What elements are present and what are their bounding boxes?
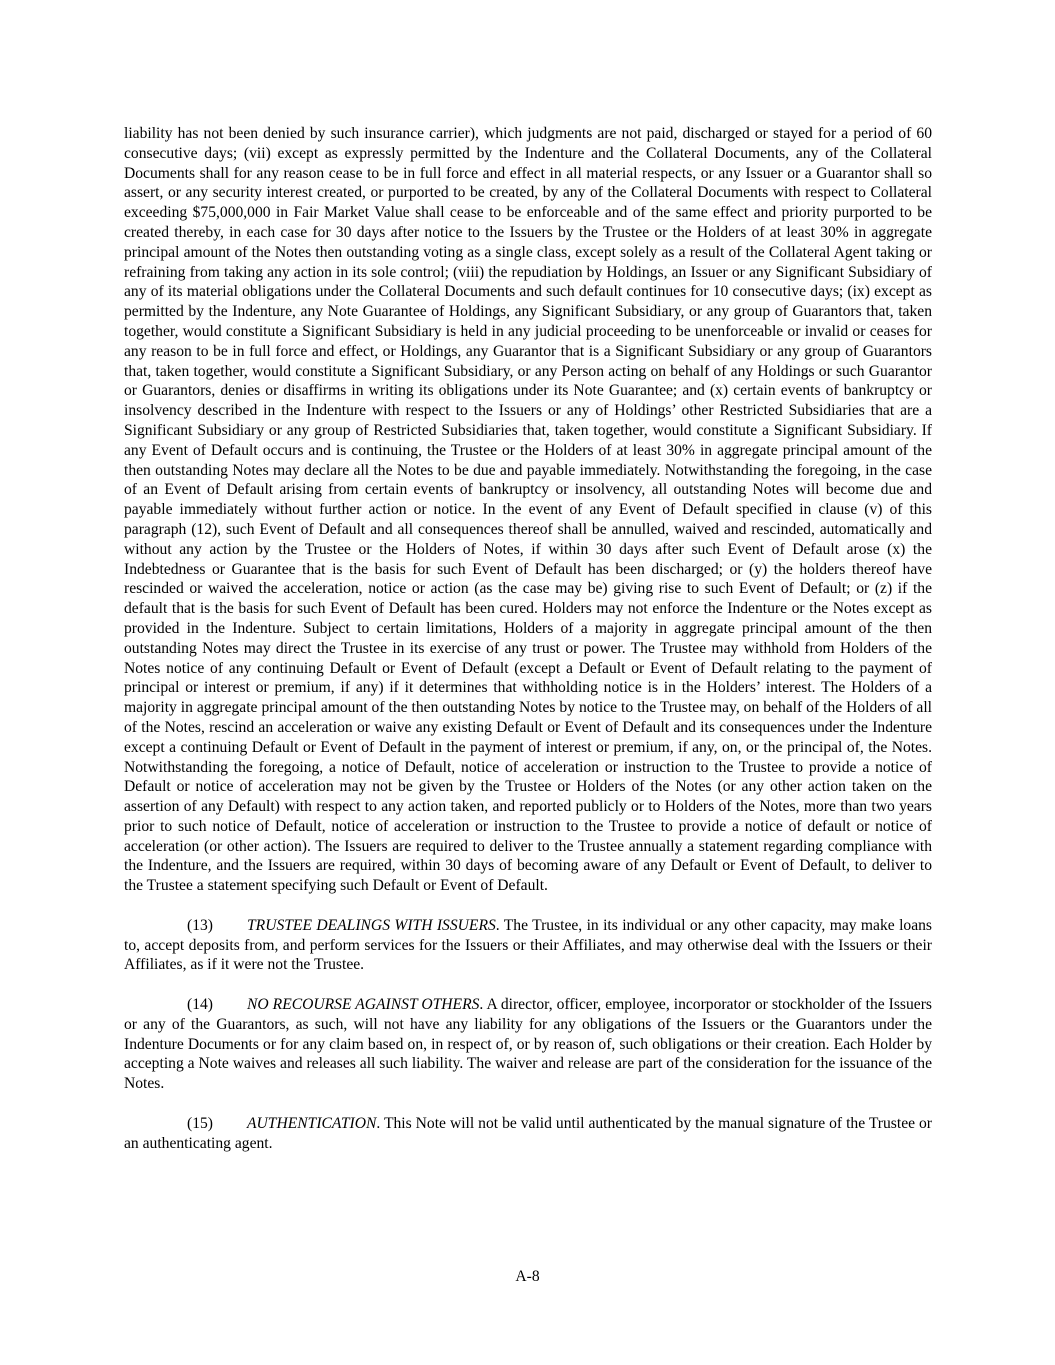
document-page — [124, 124, 932, 1173]
section-14-no-recourse — [124, 995, 932, 1094]
page-number: A-8 — [515, 1268, 540, 1285]
section-15-authentication — [124, 1114, 932, 1154]
section-number: (15) — [187, 1114, 213, 1132]
section-number: (13) — [187, 916, 213, 934]
section-title: AUTHENTICATION — [247, 1114, 377, 1132]
section-text: . This Note will not be valid until authenticated by the manual signature of the Trustee or an authenticating agent. — [124, 1114, 932, 1152]
section-number: (14) — [187, 996, 213, 1014]
section-title: TRUSTEE DEALINGS WITH ISSUERS — [247, 916, 496, 934]
section-text: . The Trustee, in its individual or any other capacity, may make loans to, accept deposits from, and perform services for the Issuers or their Affiliates, and may otherwise deal with the Issuers or their Affiliates, as if it were not the Trustee. — [124, 916, 932, 974]
section-13-trustee-dealings — [124, 916, 932, 975]
section-text: . A director, officer, employee, incorporator or stockholder of the Issuers or any of the Guarantors, as such, will not have any liability for any obligations of the Issuers or the Guarantors under the Indenture Documents or for any claim based on, in respect of, or by reason of, such obligations or their creation. Each Holder by accepting a Note waives and releases all such liability. The waiver and release are part of the consideration for the issuance of the Notes. — [124, 996, 932, 1093]
section-title: NO RECOURSE AGAINST OTHERS — [247, 996, 480, 1014]
events-of-default-continuation-paragraph: liability has not been denied by such insurance carrier), which judgments are not paid, discharged or stayed for a period of 60 consecutive days; (vii) except as expressly permitted by the Indenture and the Collateral Documents, any of the Collateral Documents shall for any reason cease to be in full force and effect in all material respects, or any Issuer or a Guarantor shall so assert, or any security interest created, or purported to be created, by any of the Collateral Documents with respect to Collateral exceeding $75,000,000 in Fair Market Value shall cease to be enforceable and of the same effect and priority purported to be created thereby, in each case for 30 days after notice to the Issuers by the Trustee or the Holders of at least 30% in aggregate principal amount of the Notes then outstanding voting as a single class, except solely as a result of the Collateral Agent taking or refraining from taking any action in its sole control; (viii) the repudiation by Holdings, an Issuer or any Significant Subsidiary of any of its material obligations under the Collateral Documents and such default continues for 10 consecutive days; (ix) except as permitted by the Indenture, any Note Guarantee of Holdings, any Significant Subsidiary, or any group of Guarantors that, taken together, would constitute a Significant Subsidiary is held in any judicial proceeding to be unenforceable or invalid or ceases for any reason to be in full force and effect, or Holdings, any Guarantor that is a Significant Subsidiary or any group of Guarantors that, taken together, would constitute a Significant Subsidiary, or any Person acting on behalf of any Holdings or such Guarantor or Guarantors, denies or disaffirms in writing its obligations under its Note Guarantee; and (x) certain events of bankruptcy or insolvency described in the Indenture with respect to the Issuers or any of Holdings’ other Restricted Subsidiaries that are a Significant Subsidiary or any group of Restricted Subsidiaries that, taken together, would constitute a Significant Subsidiary. If any Event of Default occurs and is continuing, the Trustee or the Holders of at least 30% in aggregate principal amount of the then outstanding Notes may declare all the Notes to be due and payable immediately. Notwithstanding the foregoing, in the case of an Event of Default arising from certain events of bankruptcy or insolvency, all outstanding Notes will become due and payable immediately without further action or notice. In the event of any Event of Default specified in clause (v) of this paragraph (12), such Event of Default and all consequences thereof shall be annulled, waived and rescinded, automatically and without any action by the Trustee or the Holders of Notes, if within 30 days after such Event of Default arose (x) the Indebtedness or Guarantee that is the basis for such Event of Default has been discharged; or (y) the holders thereof have rescinded or waived the acceleration, notice or action (as the case may be) giving rise to such Event of Default; or (z) if the default that is the basis for such Event of Default has been cured. Holders may not enforce the Indenture or the Notes except as provided in the Indenture. Subject to certain limitations, Holders of a majority in aggregate principal amount of the then outstanding Notes may direct the Trustee in its exercise of any trust or power. The Trustee may withhold from Holders of the Notes notice of any continuing Default or Event of Default (except a Default or Event of Default relating to the payment of principal or interest or premium, if any) if it determines that withholding notice is in the Holders’ interest. The Holders of a majority in aggregate principal amount of the then outstanding Notes by notice to the Trustee may, on behalf of the Holders of all of the Notes, rescind an acceleration or waive any existing Default or Event of Default and its consequences under the Indenture except a continuing Default or Event of Default in the payment of interest or premium, if any, on, or the principal of, the Notes. Notwithstanding the foregoing, a notice of Default, notice of acceleration or instruction to the Trustee to provide a notice of Default or notice of acceleration may not be given by the Trustee or Holders of the Notes (or any other action taken on the assertion of any Default) with respect to any action taken, and reported publicly or to Holders of the Notes, more than two years prior to such notice of Default, notice of acceleration or instruction to the Trustee to provide a notice of default or notice of acceleration (or other action). The Issuers are required to deliver to the Trustee annually a statement regarding compliance with the Indenture, and the Issuers are required, within 30 days of becoming aware of any Default or Event of Default, to deliver to the Trustee a statement specifying such Default or Event of Default. — [124, 125, 932, 895]
